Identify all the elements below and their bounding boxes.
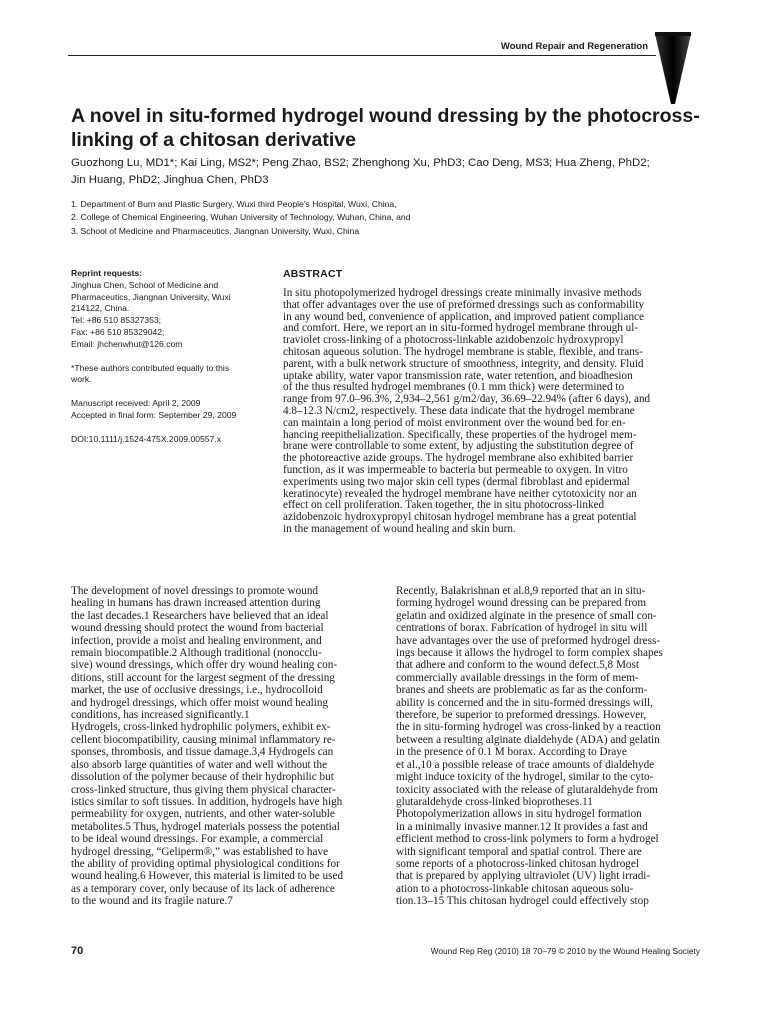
- body-line: that is prepared by applying ultraviolet (UV) light irradi-: [396, 870, 651, 883]
- body-line: istics similar to soft tissues. In addition, hydrogels have high: [71, 795, 343, 808]
- abstract-line: can maintain a long period of moist environment over the wound bed for en-: [283, 416, 626, 429]
- body-line: commercially available dressings in the form of mem-: [396, 671, 639, 684]
- affiliation: 3. School of Medicine and Pharmaceutics, Jiangnan University, Wuxi, China: [71, 225, 360, 236]
- abstract-line: the photoreactive azide groups. The hydrogel membrane also exhibited barrier: [283, 452, 634, 465]
- abstract-line: azidobenzoic hydroxypropyl chitosan hydrogel membrane has a great potential: [283, 511, 637, 524]
- body-line: conditions, has increased significantly.1: [71, 709, 250, 722]
- doi-link[interactable]: DOI:10.1111/j.1524-475X.2009.00557.x: [71, 433, 222, 444]
- body-line: wound dressing should protect the wound from bacterial: [71, 622, 324, 635]
- abstract-line: traviolet cross-linking of a photocross-linkable azidobenzoic hydroxypropyl: [283, 334, 624, 347]
- affiliation-list: [71, 198, 711, 238]
- abstract-line: in the management of wound healing and skin burn.: [283, 522, 516, 535]
- abstract-line: in any wound bed, convenience of application, and improved patient compliance: [283, 310, 644, 323]
- body-line: metabolites.5 Thus, hydrogel materials possess the potential: [71, 820, 340, 833]
- body-line: that adhere and conform to the wound defect.5,8 Most: [396, 659, 639, 672]
- reprint-line: Pharmaceutics, Jiangnan University, Wuxi: [71, 291, 231, 302]
- reprint-line: Tel: +86 510 85327353;: [71, 315, 162, 326]
- abstract-line: function, as it was impermeable to bacteria but permeable to oxygen. In vitro: [283, 463, 628, 476]
- body-line: healing in humans has drawn increased attention during: [71, 597, 321, 610]
- body-line: to be ideal wound dressings. For example, a commercial: [71, 833, 324, 846]
- body-line: dissolution of the polymer because of their hydrophilic but: [71, 771, 334, 784]
- article-title: A novel in situ-formed hydrogel wound dressing by the photocross-linking of a chitosan derivative: [71, 105, 700, 151]
- journal-name: Wound Repair and Regeneration: [500, 41, 648, 52]
- body-line: gelatin and oxidized alginate in the presence of small con-: [396, 609, 657, 622]
- body-line: the ability of providing optimal physiological conditions for: [71, 857, 340, 870]
- body-line: tion.13–15 This chitosan hydrogel could effectively stop: [396, 895, 649, 908]
- body-line: the last decades.1 Researchers have believed that an ideal: [71, 609, 329, 622]
- reprint-line: Fax: +86 510 85329042;: [71, 326, 165, 337]
- abstract-line: In situ photopolymerized hydrogel dressings create minimally invasive methods: [283, 287, 642, 299]
- abstract-line: parent, with a bulk network structure of smoothness, integrity, and density. Fluid: [283, 357, 644, 370]
- body-line: sive) wound dressings, which offer dry wound healing con-: [71, 659, 338, 672]
- body-line: and hydrogel dressings, which offer moist wound healing: [71, 696, 329, 709]
- body-line: centrations of borax. Fabrication of hydrogel in situ will: [396, 622, 648, 635]
- accepted-date: Accepted in final form: September 29, 2009: [71, 409, 237, 420]
- body-column-right: [396, 585, 700, 908]
- abstract-body: [283, 288, 699, 536]
- body-line: toxicity associated with the release of glutaraldehyde from: [396, 783, 658, 796]
- journal-funnel-logo: [654, 20, 692, 106]
- note-line: *These authors contributed equally to this: [71, 362, 230, 373]
- abstract-line: 4.8–12.3 N/cm2, respectively. These data indicate that the hydrogel membrane: [283, 404, 635, 417]
- author-line: Guozhong Lu, MD1*; Kai Ling, MS2*; Peng Zhao, BS2; Zhenghong Xu, PhD3; Cao Deng, MS3; Hua Zheng, PhD2;: [71, 157, 650, 169]
- reprint-email[interactable]: Email: jhchenwhut@126.com: [71, 338, 183, 349]
- body-column-left: [71, 585, 379, 908]
- affiliation: 2. College of Chemical Engineering, Wuhan University of Technology, Wuhan, China, and: [71, 212, 411, 223]
- doi: [71, 434, 266, 446]
- body-line: glutaraldehyde cross-linked bioprotheses.11: [396, 795, 593, 808]
- body-line: permeability for oxygen, nutrients, and other water-soluble: [71, 808, 335, 821]
- body-line: with significant temporal and spatial control. There are: [396, 845, 642, 858]
- abstract-line: chitosan aqueous solution. The hydrogel membrane is stable, flexible, and trans-: [283, 345, 643, 358]
- body-line: hydrogel dressing, “Geliperm®,” was established to have: [71, 845, 329, 858]
- body-line: to the wound and its fragile nature.7: [71, 895, 233, 908]
- body-line: might induce toxicity of the hydrogel, similar to the cyto-: [396, 771, 654, 784]
- author-list: [71, 155, 711, 189]
- abstract-line: hancing reepithelialization. Specifically, these properties of the hydrogel mem-: [283, 428, 637, 441]
- body-line: ation to a photocross-linkable chitosan aqueous solu-: [396, 882, 634, 895]
- page-number: 70: [71, 945, 84, 957]
- abstract-line: and comfort. Here, we report an in situ-formed hydrogel membrane through ul-: [283, 322, 639, 335]
- body-line: as a temporary cover, only because of its lack of adherence: [71, 882, 335, 895]
- manuscript-dates: [71, 398, 266, 422]
- abstract-line: brane were controllable to some extent, by adjusting the substitution degree of: [283, 440, 634, 453]
- reprint-heading: Reprint requests:: [71, 268, 143, 278]
- abstract-heading: ABSTRACT: [283, 268, 343, 280]
- affiliation: 1. Department of Burn and Plastic Surgery, Wuxi third People’s Hospital, Wuxi, China,: [71, 199, 397, 209]
- body-line: branes and sheets are problematic as far as the conform-: [396, 684, 648, 697]
- abstract-line: range from 97.0–96.3%, 2,934–2,561 g/m2/day, 36.69–22.94% (after 6 days), and: [283, 393, 651, 406]
- body-line: the in situ-forming hydrogel was cross-linked by a reaction: [396, 721, 661, 734]
- body-line: ings because it allows the hydrogel to form complex shapes: [396, 647, 663, 660]
- footer-citation: Wound Rep Reg (2010) 18 70–79 © 2010 by the Wound Healing Society: [430, 946, 700, 956]
- body-line: infection, provide a moist and healing environment, and: [71, 634, 322, 647]
- author-line: Jin Huang, PhD2; Jinghua Chen, PhD3: [71, 174, 269, 186]
- abstract-line: keratinocyte) revealed the hydrogel membrane have neither cytotoxicity nor an: [283, 487, 637, 500]
- body-line: therefore, be superior to preformed dressings. However,: [396, 709, 647, 722]
- body-line: in a minimally invasive manner.12 It provides a fast and: [396, 820, 648, 833]
- body-line: ability is concerned and the in situ-formed dressings will,: [396, 696, 653, 709]
- body-line: have advantages over the use of preformed hydrogel dress-: [396, 634, 661, 647]
- note-line: work.: [71, 374, 92, 385]
- body-line: Hydrogels, cross-linked hydrophilic polymers, exhibit ex-: [71, 721, 331, 734]
- body-line: cross-linked structure, thus giving them physical character-: [71, 783, 336, 796]
- body-line: forming hydrogel wound dressing can be prepared from: [396, 597, 647, 610]
- body-line: wound healing.6 However, this material is limited to be used: [71, 870, 344, 883]
- reprint-line: Jinghua Chen, School of Medicine and: [71, 279, 219, 290]
- body-line: some reports of a photocross-linked chitosan hydrogel: [396, 857, 639, 870]
- abstract-line: experiments using two major skin cell types (dermal fibroblast and epidermal: [283, 475, 630, 488]
- body-line: et al.,10 a possible release of trace amounts of dialdehyde: [396, 758, 655, 771]
- running-header: [68, 38, 656, 58]
- abstract-line: uptake ability, water vapor transmission rate, water retention, and bioadhesion: [283, 369, 633, 382]
- body-line: between a resulting alginate dialdehyde (ADA) and gelatin: [396, 733, 660, 746]
- article-sidebar: [71, 268, 266, 458]
- abstract-line: effect on cell proliferation. Taken together, the in situ photocross-linked: [283, 499, 605, 512]
- body-line: market, the use of occlusive dressings, i.e., hydrocolloid: [71, 684, 323, 697]
- reprint-requests: [71, 268, 266, 351]
- reprint-line: 214122, China.: [71, 303, 130, 314]
- body-line: remain biocompatible.2 Although traditional (nonocclu-: [71, 647, 322, 660]
- body-line: ditions, still account for the largest segment of the dressing: [71, 671, 335, 684]
- body-line: Photopolymerization allows in situ hydrogel formation: [396, 808, 642, 821]
- body-line: also absorb large quantities of water and well without the: [71, 758, 328, 771]
- body-line: Recently, Balakrishnan et al.8,9 reported that an in situ-: [396, 585, 646, 597]
- body-line: cellent biocompatibility, causing minimal inflammatory re-: [71, 733, 336, 746]
- abstract-line: of the thus resulted hydrogel membranes (0.1 mm thick) were determined to: [283, 381, 625, 394]
- body-line: sponses, thrombosis, and tissue damage.3,4 Hydrogels can: [71, 746, 334, 759]
- body-line: efficient method to cross-link polymers to form a hydrogel: [396, 833, 659, 846]
- equal-contribution-note: [71, 363, 266, 387]
- header-rule: [68, 55, 656, 56]
- received-date: Manuscript received: April 2, 2009: [71, 398, 201, 409]
- body-line: The development of novel dressings to promote wound: [71, 585, 319, 597]
- body-line: in the presence of 0.1 M borax. According to Draye: [396, 746, 627, 759]
- abstract-line: that offer advantages over the use of preformed dressings such as conformability: [283, 298, 645, 311]
